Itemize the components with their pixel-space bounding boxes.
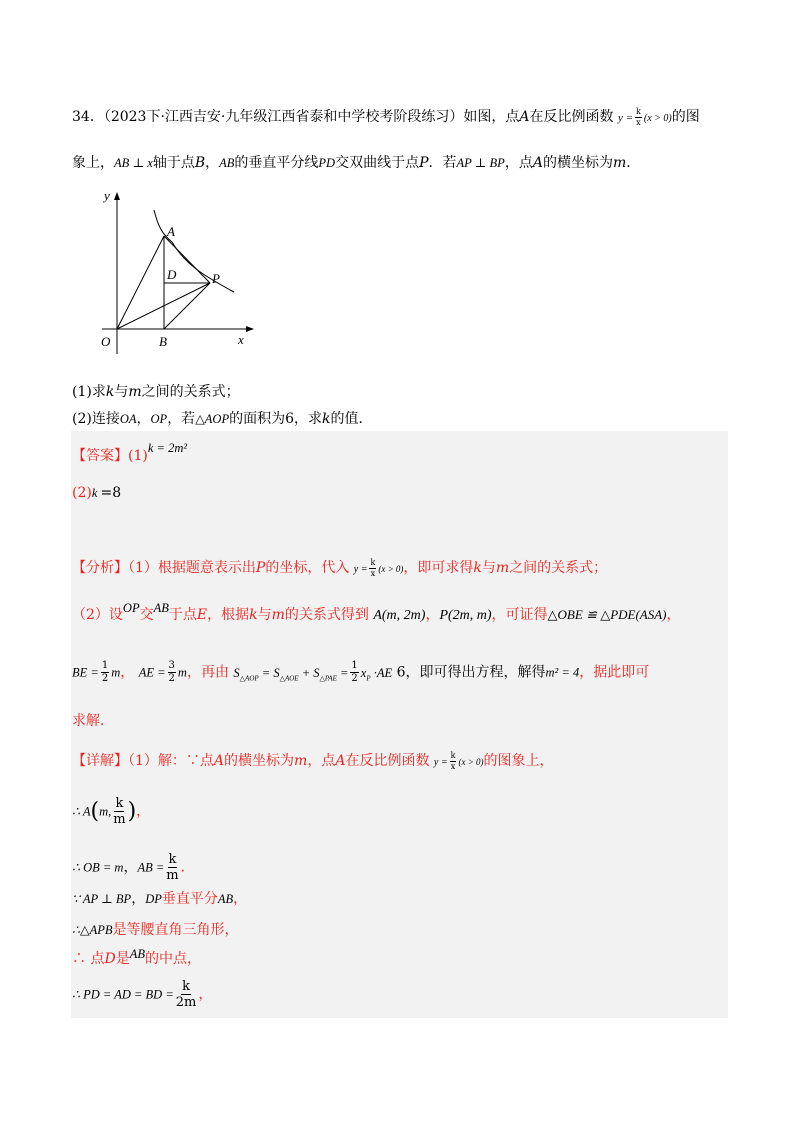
- label-y: y: [104, 188, 110, 203]
- answer-line-1: 【答案】(1)k = 2m²: [72, 441, 188, 464]
- label-A: A: [167, 224, 175, 239]
- analysis-line-4: 求解．: [72, 713, 114, 729]
- hyperbola-curve: [154, 210, 234, 292]
- label-P: P: [212, 271, 220, 286]
- question-line-2: 象上，AB ⊥ x轴于点B，AB的垂直平分线PD交双曲线于点P．若AP ⊥ BP，点A的横坐标为m．: [72, 155, 641, 171]
- label-D: D: [167, 267, 177, 282]
- part-1: (1)求k与m之间的关系式；: [72, 384, 240, 400]
- detail-line-4: ∵ AP ⊥ BP，DP垂直平分AB，: [72, 891, 248, 907]
- detail-line-2: ∴ A(m, $\frac{k}{m}$ )，: [72, 796, 151, 827]
- part-2: (2)连接OA，OP，若△AOP的面积为6，求k的值．: [72, 411, 373, 427]
- label-O: O: [101, 334, 111, 349]
- answer-2-value: =8: [100, 485, 122, 501]
- detail-tag: 【详解】: [72, 753, 128, 769]
- detail-line-3: ∴ OB = m，AB = $\frac{k}{m}$ ．: [72, 852, 195, 883]
- question-line-1: 34．（2023下·江西吉安·九年级江西省泰和中学校考阶段练习）如图，点A在反比例函数 y = $\frac{k}{x}$ (x > 0)的图: [72, 106, 700, 127]
- x-axis-arrow: [246, 326, 254, 332]
- segment-BP: [164, 283, 210, 329]
- label-x: x: [238, 332, 244, 347]
- answer-tag: 【答案】: [72, 448, 128, 464]
- question-source: （2023下·江西吉安·九年级江西省泰和中学校考阶段练习）如图，点: [103, 109, 520, 125]
- y-axis-arrow: [114, 192, 120, 200]
- detail-line-1: 【详解】（1）解：∵点A的横坐标为m，点A在反比例函数 y = $\frac{k}{x}$ (x > 0)的图象上，: [72, 750, 554, 771]
- question-number: 34．: [72, 109, 104, 125]
- detail-line-7: ∴ PD = AD = BD = $\frac{k}{2m}$ ，: [72, 979, 213, 1010]
- analysis-tag: 【分析】: [72, 560, 128, 576]
- analysis-line-3: BE = $\frac{1}{2}$ m， AE = $\frac{3}{2}$ m，再由 $S_{\triangle AOP} = S_{\triangle AOE} + S_{\triangle PAE}$ = $\frac{1}{2}$ $x_P \cdot AE$ 6，即可得出方程，解得m² = 4，据此即可: [72, 660, 650, 684]
- analysis-line-1: 【分析】（1）根据题意表示出P的坐标，代入 y = $\frac{k}{x}$ (x > 0)，即可求得k与m之间的关系式；: [72, 557, 608, 578]
- detail-line-5: ∴△APB是等腰直角三角形，: [72, 922, 239, 938]
- label-B: B: [159, 334, 167, 349]
- answer-1-value: k = 2m²: [147, 441, 188, 455]
- answer-line-2: (2)k =8: [72, 485, 122, 501]
- analysis-line-2: （2）设OP交AB于点E，根据k与m的关系式得到 A(m, 2m)，P(2m, m)，可证得△OBE ≌ △PDE(ASA)，: [72, 601, 681, 623]
- geometry-figure: [88, 186, 260, 354]
- segment-OA: [117, 236, 164, 329]
- detail-line-6: ∴ 点D是AB的中点，: [72, 947, 201, 967]
